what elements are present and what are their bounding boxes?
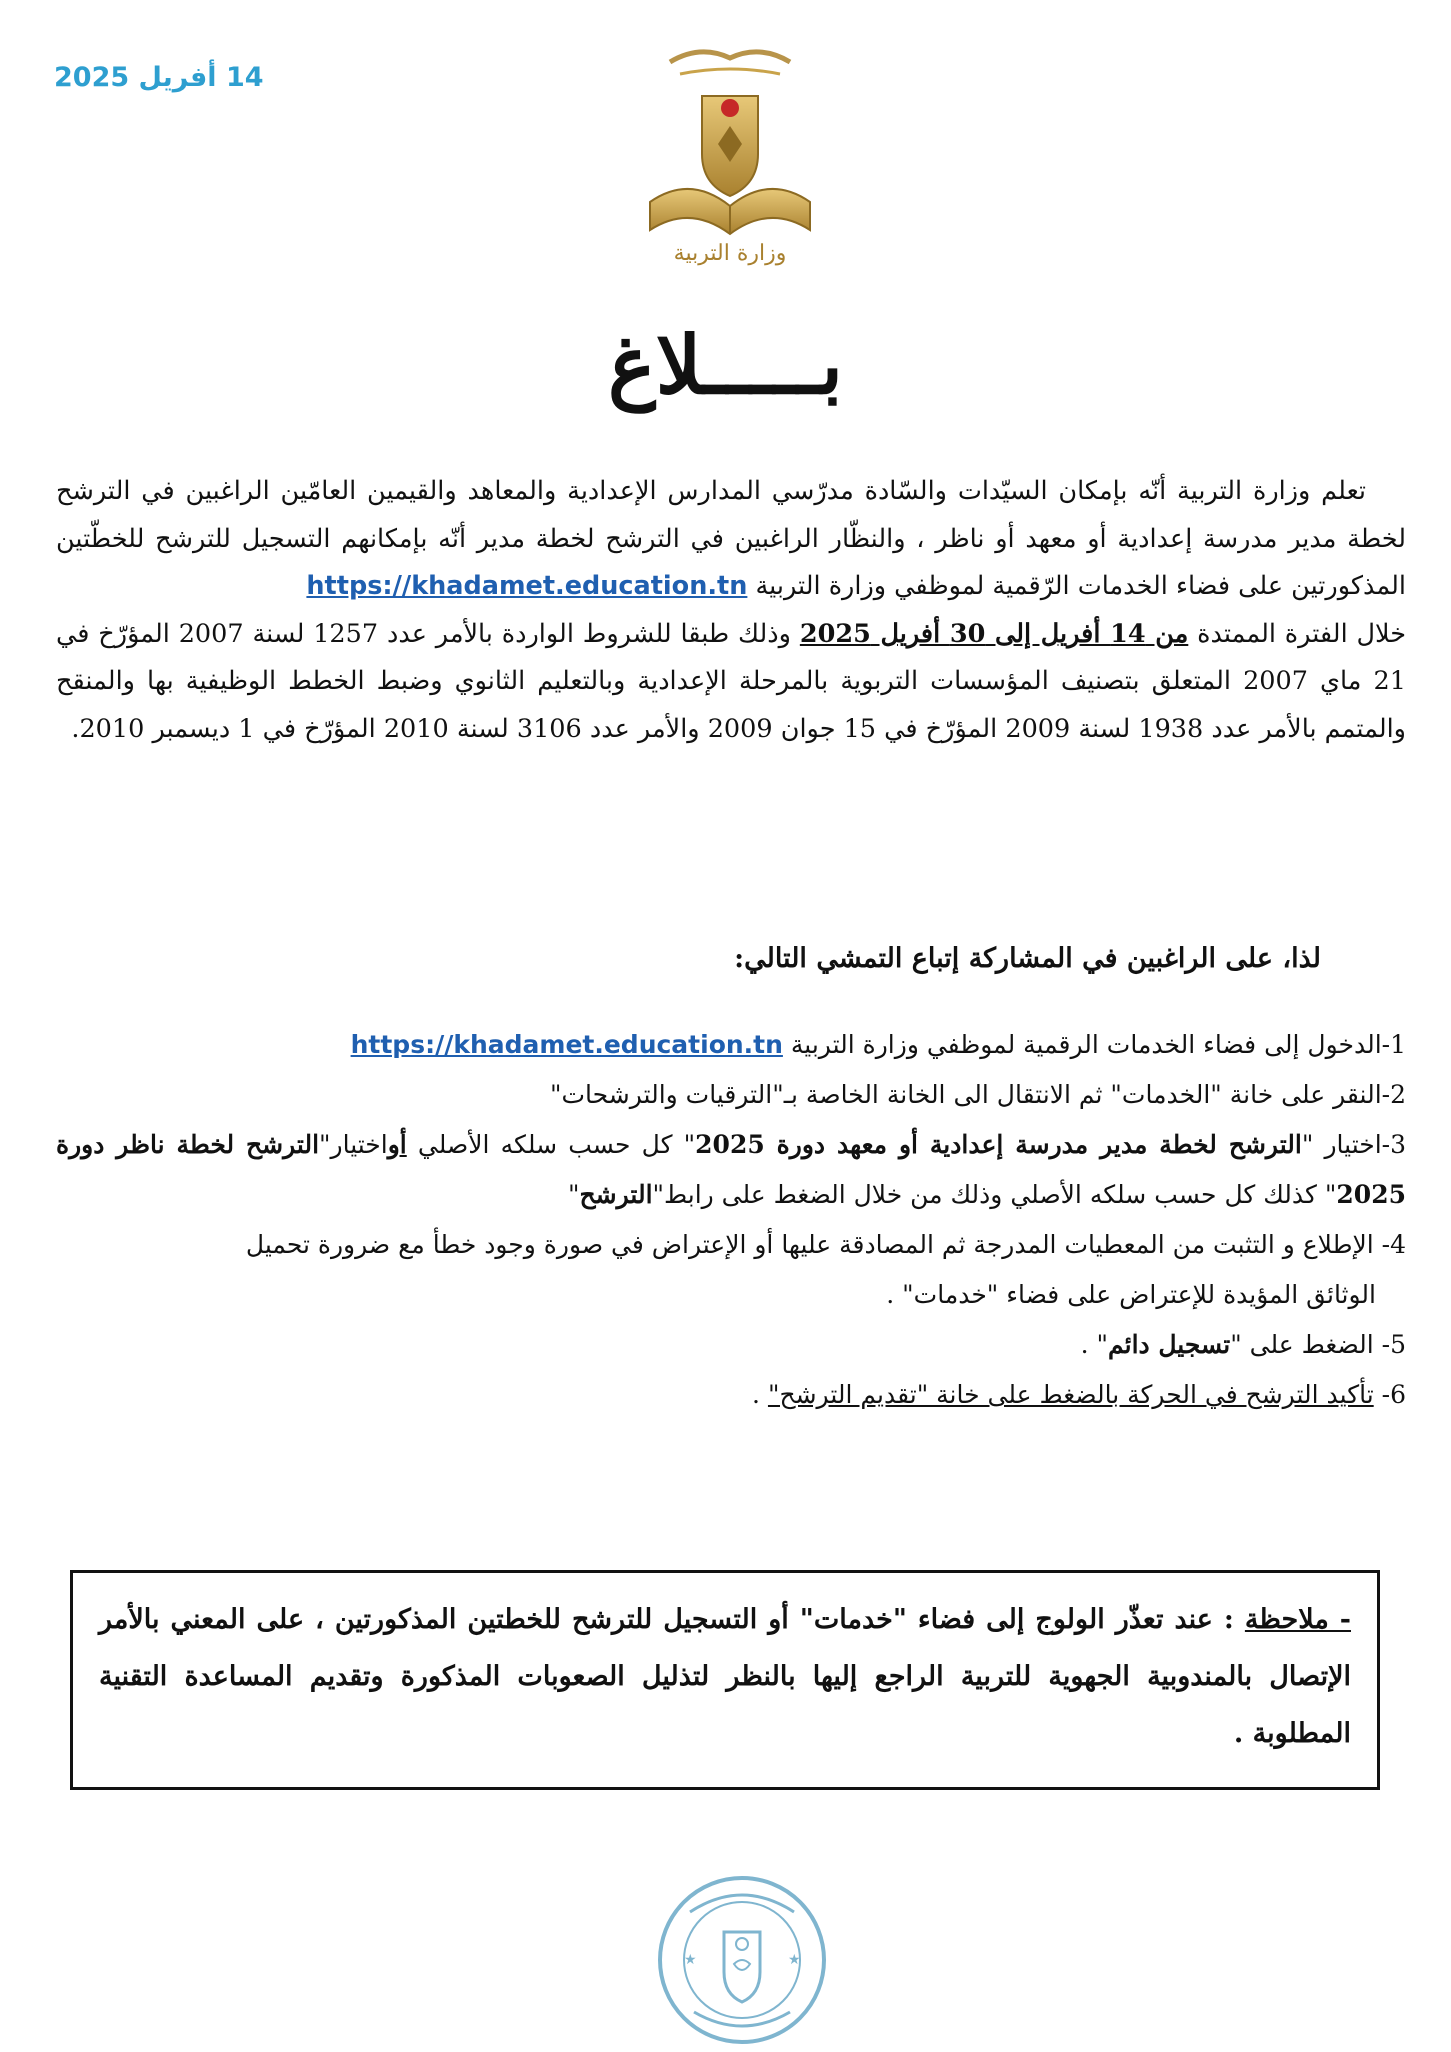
step-1-link[interactable]: https://khadamet.education.tn (350, 1030, 783, 1059)
emblem-ministry-label: وزارة التربية (673, 241, 787, 266)
step-4 (56, 1220, 1406, 1320)
step-3 (56, 1120, 1406, 1220)
step-3-link-label: الترشح (579, 1180, 653, 1209)
step-3-part: اختيار" (319, 1130, 388, 1159)
step-1-text: 1-الدخول إلى فضاء الخدمات الرقمية لموظفي وزارة التربية (790, 1030, 1406, 1059)
steps-heading: لذا، على الراغبين في المشاركة إتباع التمشي التالي: (734, 943, 1321, 974)
intro-text-2 (56, 611, 1406, 754)
registration-period: من 14 أفريل إلى 30 أفريل 2025 (799, 618, 1189, 649)
step-6-part: . (752, 1380, 760, 1409)
step-6 (56, 1370, 1406, 1420)
intro-paragraph (56, 468, 1406, 753)
step-5-part: 5- الضغط على " (1230, 1330, 1406, 1359)
step-6-part: 6- (1381, 1380, 1406, 1409)
step-4-text: 4- الإطلاع و التثبت من المعطيات المدرجة ثم المصادقة عليها أو الإعتراض في صورة وجود خطأ مع ضرورة تحميل (245, 1230, 1406, 1259)
step-5-part: " . (1080, 1330, 1108, 1359)
intro-p1: تعلم وزارة التربية أنّه بإمكان السيّدات والسّادة مدرّسي المدارس الإعدادية والمعاهد والقيمين العامّين الراغبين في الترشح لخطة مدير مدرسة إعدادية أو معهد أو ناظر ، والنظّار الراغبين في الترشح لخطة مدير أنّه بإمكانهم التسجيل للترشح للخطّتين المذكورتين على فضاء الخدمات الرّقمية لموظفي وزارة التربية (56, 476, 1406, 601)
intro-p2-before: خلال الفترة الممتدة (1197, 618, 1407, 649)
step-3-supervisor-option: الترشح لخطة ناظر دورة 2025 (56, 1130, 1406, 1209)
emblem-logo-icon (630, 34, 830, 274)
step-3-part: " (568, 1180, 580, 1209)
step-2: 2-النقر على خانة "الخدمات" ثم الانتقال الى الخانة الخاصة بـ"الترقيات والترشحات" (550, 1080, 1406, 1109)
intro-p2-after: وذلك طبقا للشروط الواردة بالأمر عدد 1257 لسنة 2007 المؤرّخ في 21 ماي 2007 المتعلق بتصنيف المؤسسات التربوية بالمرحلة الإعدادية وبالتعليم الثانوي وضبط الخطط الوظيفية بها والمنقح والمتمم بالأمر عدد 1938 لسنة 2009 المؤرّخ في 15 جوان 2009 والأمر عدد 3106 لسنة 2010 المؤرّخ في 1 ديسمبر 2010. (56, 618, 1406, 744)
step-5-permanent-registration: تسجيل دائم (1107, 1330, 1231, 1359)
step-3-or: أو (387, 1130, 407, 1159)
step-4-continuation: الوثائق المؤيدة للإعتراض على فضاء "خدمات" . (886, 1280, 1376, 1309)
step-3-part: " كذلك كل حسب سلكه الأصلي وذلك من خلال الضغط على رابط" (652, 1180, 1337, 1209)
note-text: : عند تعذّر الولوج إلى فضاء "خدمات" أو التسجيل للترشح للخطتين المذكورتين ، على المعني بالأمر الإتصال بالمندوبية الجهوية للتربية الراجع إليها بالنظر لتذليل الصعوبات المذكورة وتقديم المساعدة التقنية المطلوبة . (99, 1604, 1351, 1749)
note-label: - ملاحظة (1244, 1604, 1351, 1635)
khadamet-link[interactable]: https://khadamet.education.tn (306, 571, 748, 601)
step-3-part: " كل حسب سلكه الأصلي (417, 1130, 696, 1159)
step-1 (56, 1020, 1406, 1070)
step-3-part: 3-اختيار " (1301, 1130, 1407, 1159)
document-date: 14 أفريل 2025 (54, 62, 264, 93)
step-6-confirm-text: تأكيد الترشح في الحركة بالضغط على خانة "تقديم الترشح" (767, 1380, 1374, 1409)
note-box (70, 1570, 1380, 1790)
stamp-seal-icon (654, 1872, 830, 2048)
ministry-stamp (654, 1872, 830, 2048)
svg-text:★: ★ (788, 1952, 801, 1968)
step-5 (56, 1320, 1406, 1370)
steps-list (56, 1020, 1406, 1420)
page-title: بـــــلاغ (608, 318, 843, 412)
intro-text-1 (56, 468, 1406, 611)
svg-text:★: ★ (684, 1952, 697, 1968)
ministry-emblem (630, 34, 830, 274)
step-3-director-option: الترشح لخطة مدير مدرسة إعدادية أو معهد دورة 2025 (695, 1130, 1302, 1159)
